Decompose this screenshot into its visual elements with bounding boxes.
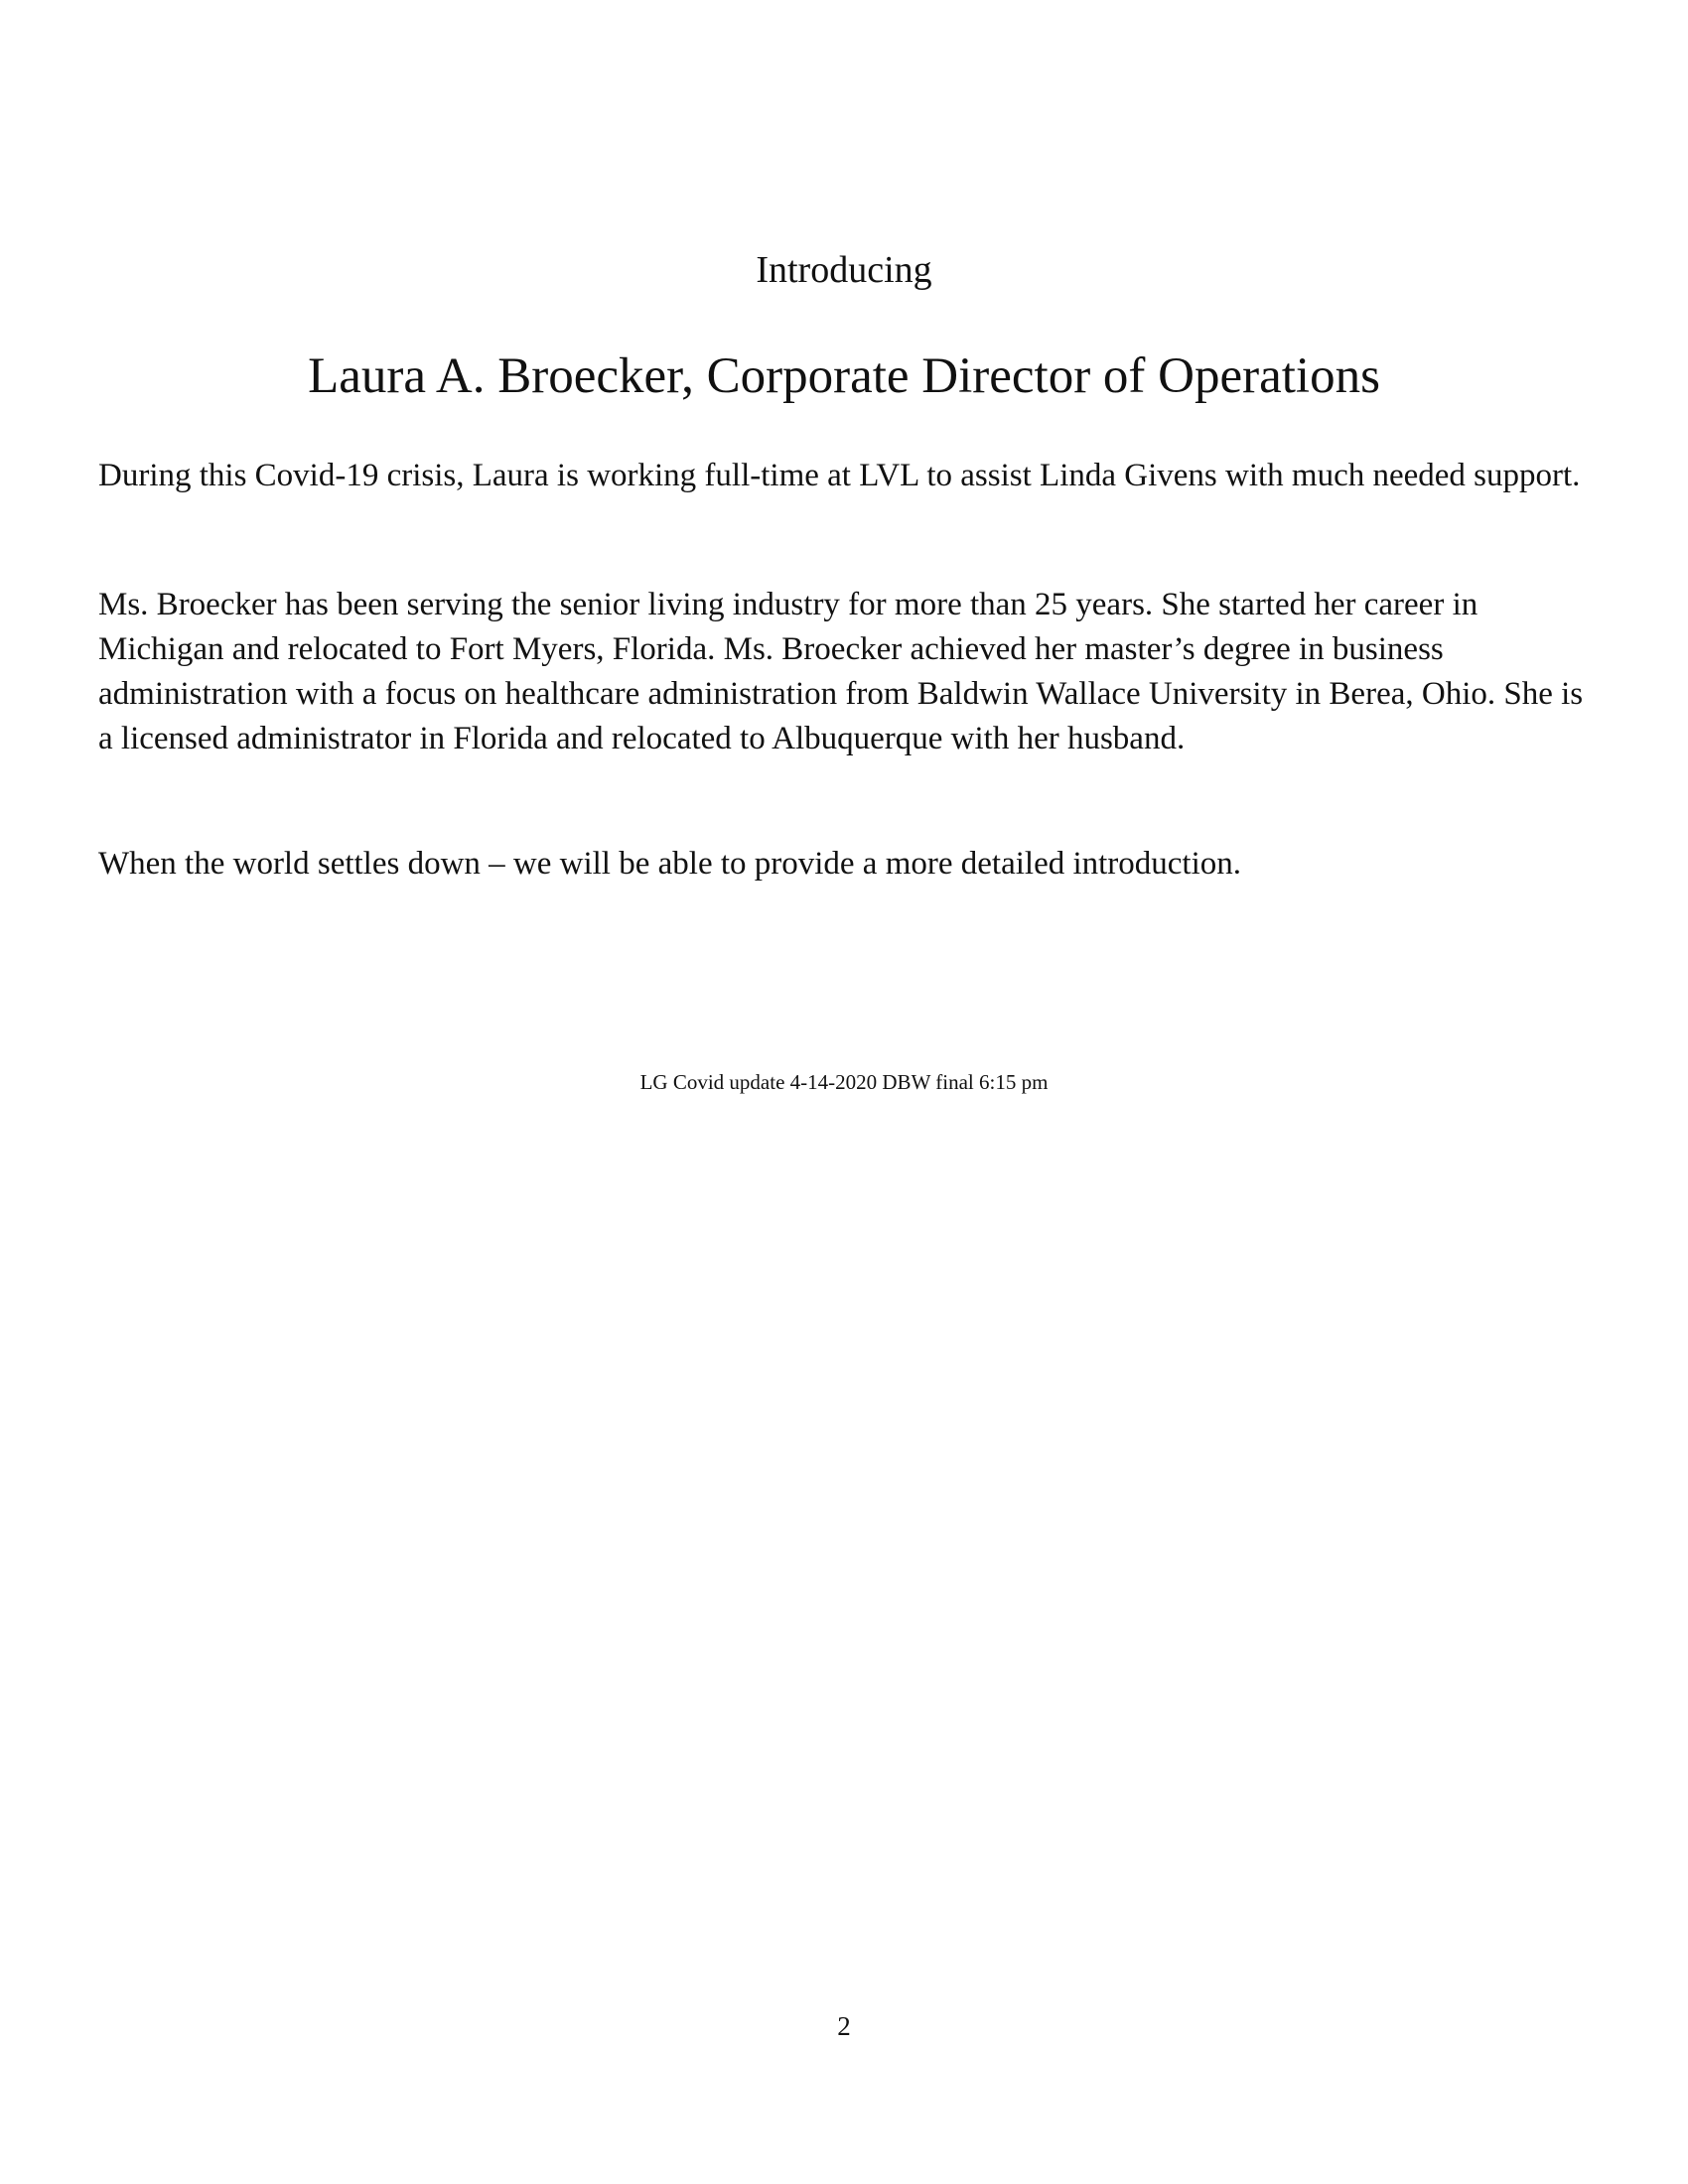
paragraph-role-summary: During this Covid-19 crisis, Laura is working full-time at LVL to assist Linda Givens with much needed support. xyxy=(98,458,1581,493)
page-title: Laura A. Broecker, Corporate Director of Operations xyxy=(308,348,1380,404)
page-number: 2 xyxy=(837,2011,851,2041)
footer-note: LG Covid update 4-14-2020 DBW final 6:15 pm xyxy=(639,1070,1049,1094)
paragraph-closing: When the world settles down – we will be able to provide a more detailed introduction. xyxy=(98,846,1242,882)
paragraph-background: Ms. Broecker has been serving the senior living industry for more than 25 years. She started her career in Michigan and relocated to Fort Myers, Florida. Ms. Broecker achieved her master’s degree in business administration with a focus on healthcare administration from Baldwin Wallace University in Berea, Ohio. She is a licensed administrator in Florida and relocated to Albuquerque with her husband. xyxy=(98,587,1584,756)
intro-label: Introducing xyxy=(756,249,932,291)
